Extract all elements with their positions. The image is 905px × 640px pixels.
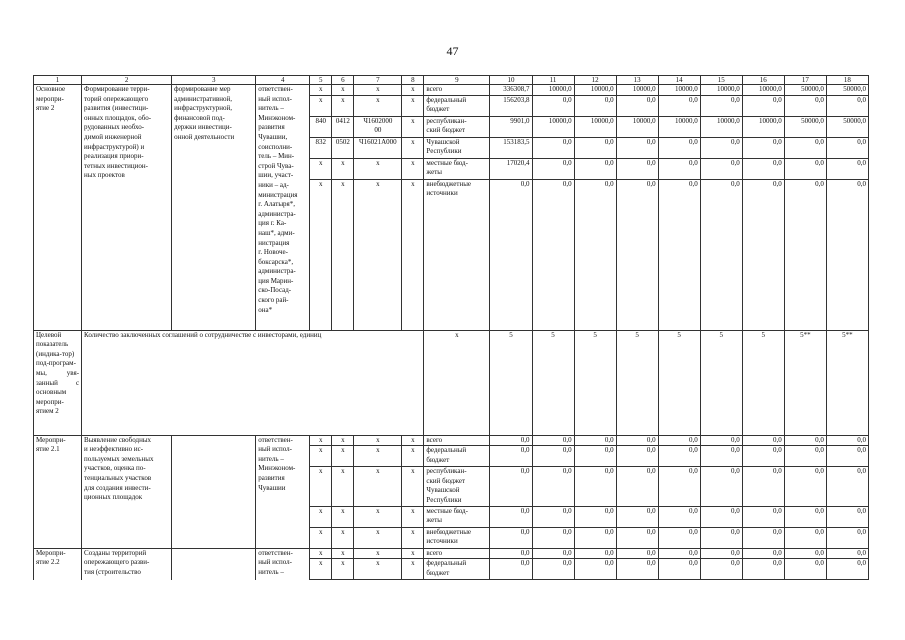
executor: ответствен- ный испол- нитель –	[256, 548, 310, 580]
amount-value: 0,0	[700, 179, 742, 330]
amount-value: 10000,0	[742, 116, 784, 137]
expected-result: формирование мер административной, инфраструктурной, финансовой под- держки инвестици- онной деятельности	[172, 85, 256, 331]
amount-value: 10000,0	[700, 85, 742, 96]
amount-value: 0,0	[700, 435, 742, 446]
amount-value: 0,0	[616, 559, 658, 580]
amount-value: 10000,0	[658, 85, 700, 96]
amount-value: 0,0	[616, 506, 658, 527]
amount-value: 0,0	[574, 506, 616, 527]
indicator-text: Количество заключенных соглашений о сотрудничестве с инвесторами, единиц	[82, 330, 424, 435]
amount-value: 0,0	[700, 446, 742, 467]
amount-value: 0,0	[784, 559, 826, 580]
amount-value: 0,0	[826, 527, 868, 548]
amount-value: 0,0	[742, 446, 784, 467]
grbs-code: x	[310, 527, 332, 548]
amount-value: 0,0	[532, 435, 574, 446]
expected-result	[172, 435, 256, 548]
grbs-code: x	[310, 506, 332, 527]
indicator-value: 5	[658, 330, 700, 435]
amount-value: 0,0	[532, 527, 574, 548]
amount-value: 50000,0	[784, 85, 826, 96]
amount-value: 0,0	[532, 446, 574, 467]
indicator-value: 5**	[784, 330, 826, 435]
amount-value: 0,0	[700, 158, 742, 179]
grbs-code: 832	[310, 137, 332, 158]
amount-value: 0,0	[658, 559, 700, 580]
event-code: Меропри- ятие 2.1	[34, 435, 82, 548]
indicator-value: 5	[574, 330, 616, 435]
grbs-code: x	[310, 95, 332, 116]
amount-value: 0,0	[532, 506, 574, 527]
amount-value: 0,0	[826, 548, 868, 559]
indicator-row	[34, 330, 869, 435]
amount-value: 0,0	[742, 95, 784, 116]
amount-value: 0,0	[532, 158, 574, 179]
funding-source: всего	[424, 435, 490, 446]
indicator-value: 5	[700, 330, 742, 435]
amount-value: 0,0	[532, 548, 574, 559]
amount-value: 0,0	[826, 446, 868, 467]
amount-value: 153183,5	[490, 137, 532, 158]
amount-value: 0,0	[784, 467, 826, 506]
amount-value: 0,0	[742, 548, 784, 559]
amount-value: 0,0	[784, 137, 826, 158]
target-article: x	[354, 158, 402, 179]
target-article: x	[354, 559, 402, 580]
section-code: x	[332, 179, 354, 330]
amount-value: 10000,0	[532, 116, 574, 137]
amount-value: 0,0	[532, 95, 574, 116]
amount-value: 0,0	[826, 137, 868, 158]
amount-value: 10000,0	[616, 116, 658, 137]
amount-value: 0,0	[658, 179, 700, 330]
amount-value: 0,0	[742, 467, 784, 506]
funding-source: федеральный бюджет	[424, 559, 490, 580]
amount-value: 0,0	[742, 158, 784, 179]
expense-group: x	[402, 548, 424, 559]
amount-value: 50000,0	[784, 116, 826, 137]
amount-value: 0,0	[742, 137, 784, 158]
column-number: 7	[354, 76, 402, 85]
amount-value: 0,0	[784, 95, 826, 116]
grbs-code: x	[310, 85, 332, 96]
target-article: x	[354, 506, 402, 527]
amount-value: 0,0	[658, 158, 700, 179]
funding-source: республикан- ский бюджет	[424, 116, 490, 137]
amount-value: 0,0	[490, 527, 532, 548]
amount-value: 10000,0	[532, 85, 574, 96]
amount-value: 0,0	[700, 467, 742, 506]
amount-value: 0,0	[532, 559, 574, 580]
amount-value: 0,0	[826, 95, 868, 116]
column-number: 11	[532, 76, 574, 85]
amount-value: 0,0	[784, 179, 826, 330]
event-code: Меропри- ятие 2.2	[34, 548, 82, 580]
target-article: x	[354, 548, 402, 559]
section-code: x	[332, 435, 354, 446]
indicator-unit: x	[424, 330, 490, 435]
target-article: x	[354, 527, 402, 548]
column-number: 9	[424, 76, 490, 85]
amount-value: 0,0	[574, 158, 616, 179]
event-title: Созданы территорий опережающего разви- тия (строительство	[82, 548, 172, 580]
page-number: 47	[446, 44, 459, 58]
table-row	[34, 548, 869, 559]
column-number: 14	[658, 76, 700, 85]
grbs-code: x	[310, 446, 332, 467]
column-number: 17	[784, 76, 826, 85]
amount-value: 0,0	[658, 446, 700, 467]
amount-value: 0,0	[574, 467, 616, 506]
amount-value: 0,0	[490, 559, 532, 580]
amount-value: 0,0	[532, 137, 574, 158]
header-row	[34, 76, 869, 85]
amount-value: 0,0	[616, 95, 658, 116]
amount-value: 0,0	[532, 467, 574, 506]
amount-value: 0,0	[826, 506, 868, 527]
amount-value: 0,0	[490, 446, 532, 467]
amount-value: 0,0	[574, 446, 616, 467]
target-article: x	[354, 95, 402, 116]
column-number: 4	[256, 76, 310, 85]
amount-value: 0,0	[616, 435, 658, 446]
amount-value: 0,0	[574, 548, 616, 559]
section-code: 0412	[332, 116, 354, 137]
amount-value: 0,0	[616, 548, 658, 559]
section-code: 0502	[332, 137, 354, 158]
amount-value: 0,0	[700, 506, 742, 527]
amount-value: 0,0	[784, 158, 826, 179]
event-title: Выявление свободных и неэффективно ис- пользуемых земельных участков, оценка по- тенциальных участков для создания инвести- ционных площадок	[82, 435, 172, 548]
expense-group: x	[402, 446, 424, 467]
amount-value: 0,0	[742, 527, 784, 548]
grbs-code: x	[310, 158, 332, 179]
amount-value: 0,0	[784, 527, 826, 548]
amount-value: 0,0	[616, 179, 658, 330]
expense-group: x	[402, 95, 424, 116]
indicator-label: Целевой показатель (индика-тор) под-програм-мы, увя-занный с основным меропри-ятием 2	[34, 330, 82, 435]
funding-source: местные бюд- жеты	[424, 158, 490, 179]
amount-value: 0,0	[784, 548, 826, 559]
funding-source: республикан- ский бюджет Чувашской Республики	[424, 467, 490, 506]
section-code: x	[332, 85, 354, 96]
amount-value: 0,0	[700, 95, 742, 116]
indicator-value: 5	[616, 330, 658, 435]
amount-value: 0,0	[574, 95, 616, 116]
target-article: Ч16021А000	[354, 137, 402, 158]
amount-value: 0,0	[784, 506, 826, 527]
grbs-code: 840	[310, 116, 332, 137]
funding-source: внебюджетные источники	[424, 527, 490, 548]
amount-value: 0,0	[658, 435, 700, 446]
amount-value: 156203,8	[490, 95, 532, 116]
column-number: 5	[310, 76, 332, 85]
amount-value: 0,0	[742, 559, 784, 580]
section-code: x	[332, 559, 354, 580]
amount-value: 0,0	[616, 158, 658, 179]
amount-value: 0,0	[784, 446, 826, 467]
funding-source: федеральный бюджет	[424, 446, 490, 467]
indicator-value: 5	[532, 330, 574, 435]
amount-value: 0,0	[826, 467, 868, 506]
funding-source: всего	[424, 548, 490, 559]
funding-source: всего	[424, 85, 490, 96]
expense-group: x	[402, 116, 424, 137]
amount-value: 0,0	[658, 548, 700, 559]
amount-value: 0,0	[616, 137, 658, 158]
amount-value: 0,0	[574, 435, 616, 446]
target-article: x	[354, 435, 402, 446]
funding-source: федеральный бюджет	[424, 95, 490, 116]
amount-value: 10000,0	[742, 85, 784, 96]
amount-value: 0,0	[826, 435, 868, 446]
grbs-code: x	[310, 435, 332, 446]
amount-value: 0,0	[658, 467, 700, 506]
expense-group: x	[402, 435, 424, 446]
amount-value: 17020,4	[490, 158, 532, 179]
amount-value: 0,0	[616, 527, 658, 548]
table-body	[34, 76, 869, 580]
amount-value: 0,0	[574, 137, 616, 158]
amount-value: 0,0	[574, 527, 616, 548]
target-article: x	[354, 467, 402, 506]
target-article: x	[354, 179, 402, 330]
amount-value: 0,0	[700, 559, 742, 580]
expense-group: x	[402, 85, 424, 96]
column-number: 3	[172, 76, 256, 85]
grbs-code: x	[310, 559, 332, 580]
expense-group: x	[402, 158, 424, 179]
amount-value: 0,0	[742, 506, 784, 527]
amount-value: 0,0	[826, 179, 868, 330]
table-row	[34, 85, 869, 96]
amount-value: 10000,0	[700, 116, 742, 137]
amount-value: 0,0	[616, 467, 658, 506]
expense-group: x	[402, 506, 424, 527]
amount-value: 0,0	[700, 137, 742, 158]
amount-value: 9901,0	[490, 116, 532, 137]
column-number: 18	[826, 76, 868, 85]
amount-value: 10000,0	[574, 85, 616, 96]
section-code: x	[332, 467, 354, 506]
amount-value: 0,0	[574, 559, 616, 580]
amount-value: 0,0	[784, 435, 826, 446]
amount-value: 0,0	[700, 548, 742, 559]
amount-value: 0,0	[616, 446, 658, 467]
target-article: x	[354, 85, 402, 96]
column-number: 15	[700, 76, 742, 85]
amount-value: 0,0	[574, 179, 616, 330]
expense-group: x	[402, 559, 424, 580]
amount-value: 0,0	[658, 527, 700, 548]
section-code: x	[332, 95, 354, 116]
column-number: 13	[616, 76, 658, 85]
section-code: x	[332, 506, 354, 527]
event-title: Формирование терри- торий опережающего развития (инвестици- онных площадок, обо- рудованных необхо- димой инженерной инфраструктурой) и реализация приори- тетных инвестицион- ных проектов	[82, 85, 172, 331]
expense-group: x	[402, 527, 424, 548]
target-article: Ч1602000 00	[354, 116, 402, 137]
column-number: 2	[82, 76, 172, 85]
target-article: x	[354, 446, 402, 467]
amount-value: 0,0	[700, 527, 742, 548]
amount-value: 50000,0	[826, 116, 868, 137]
funding-source: местные бюд- жеты	[424, 506, 490, 527]
amount-value: 0,0	[826, 158, 868, 179]
amount-value: 10000,0	[658, 116, 700, 137]
amount-value: 0,0	[658, 137, 700, 158]
section-code: x	[332, 548, 354, 559]
section-code: x	[332, 446, 354, 467]
event-code: Основное меропри- ятие 2	[34, 85, 82, 331]
grbs-code: x	[310, 179, 332, 330]
amount-value: 0,0	[658, 506, 700, 527]
executor: ответствен- ный испол- нитель – Минэконом- развития Чувашии	[256, 435, 310, 548]
amount-value: 0,0	[532, 179, 574, 330]
section-code: x	[332, 527, 354, 548]
budget-table	[33, 75, 869, 580]
executor: ответствен- ный испол- нитель – Минэконом- развития Чувашии, соисполни- тель – Мин- строй Чува- шии, участ- ники – ад- министрация г. Алатыря*, администра- ция г. Ка- наш*, адми- нистрация г. Новоче- боксарска*, администра- ция Марин- ско-Посад- ского рай- она*	[256, 85, 310, 331]
amount-value: 50000,0	[826, 85, 868, 96]
table-row	[34, 435, 869, 446]
expense-group: x	[402, 467, 424, 506]
amount-value: 0,0	[490, 179, 532, 330]
column-number: 12	[574, 76, 616, 85]
indicator-value: 5**	[826, 330, 868, 435]
amount-value: 0,0	[826, 559, 868, 580]
funding-source: Чувашской Республики	[424, 137, 490, 158]
amount-value: 0,0	[742, 179, 784, 330]
column-number: 10	[490, 76, 532, 85]
grbs-code: x	[310, 548, 332, 559]
column-number: 6	[332, 76, 354, 85]
amount-value: 0,0	[490, 435, 532, 446]
amount-value: 0,0	[490, 548, 532, 559]
expense-group: x	[402, 137, 424, 158]
funding-source: внебюджетные источники	[424, 179, 490, 330]
indicator-value: 5	[742, 330, 784, 435]
grbs-code: x	[310, 467, 332, 506]
amount-value: 0,0	[658, 95, 700, 116]
column-number: 8	[402, 76, 424, 85]
amount-value: 0,0	[490, 467, 532, 506]
expense-group: x	[402, 179, 424, 330]
amount-value: 0,0	[742, 435, 784, 446]
amount-value: 10000,0	[616, 85, 658, 96]
column-number: 1	[34, 76, 82, 85]
amount-value: 336308,7	[490, 85, 532, 96]
section-code: x	[332, 158, 354, 179]
column-number: 16	[742, 76, 784, 85]
expected-result	[172, 548, 256, 580]
indicator-value: 5	[490, 330, 532, 435]
amount-value: 10000,0	[574, 116, 616, 137]
amount-value: 0,0	[490, 506, 532, 527]
